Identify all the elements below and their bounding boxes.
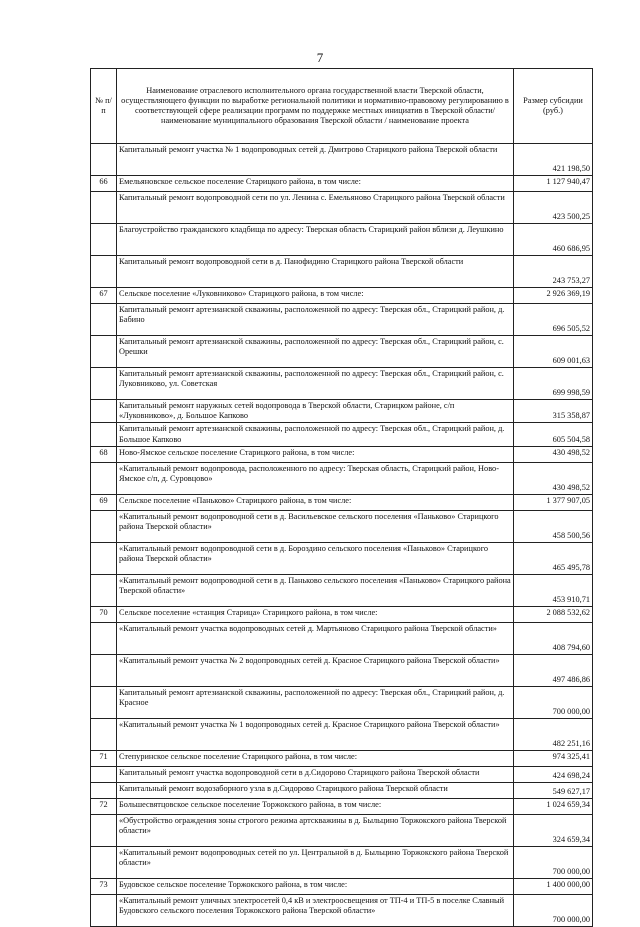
table-row-settlement xyxy=(91,750,593,766)
cell-name: Капитальный ремонт водопроводной сети в д. Панофидино Старицкого района Тверской области xyxy=(117,256,514,288)
cell-amount: 408 794,60 xyxy=(514,622,593,654)
cell-amount: 482 251,16 xyxy=(514,718,593,750)
cell-amount: 453 910,71 xyxy=(514,574,593,606)
cell-name: «Капитальный ремонт участка № 1 водопроводных сетей д. Красное Старицкого района Тверской области» xyxy=(117,718,514,750)
table-row-project xyxy=(91,462,593,494)
cell-number: 67 xyxy=(91,288,117,304)
table-row-settlement xyxy=(91,446,593,462)
cell-amount: 974 325,41 xyxy=(514,750,593,766)
cell-name: Капитальный ремонт артезианской скважины, расположенной по адресу: Тверская обл., Старицкий район, д. Бабино xyxy=(117,304,514,336)
table-row-project xyxy=(91,256,593,288)
table-row-project xyxy=(91,574,593,606)
table-row-settlement xyxy=(91,798,593,814)
table-row-project xyxy=(91,718,593,750)
cell-amount: 430 498,52 xyxy=(514,462,593,494)
cell-amount: 1 377 907,05 xyxy=(514,494,593,510)
cell-number xyxy=(91,542,117,574)
table-row-project xyxy=(91,654,593,686)
cell-number xyxy=(91,423,117,446)
table-row-project xyxy=(91,622,593,654)
cell-number xyxy=(91,510,117,542)
cell-number xyxy=(91,144,117,176)
cell-number: 71 xyxy=(91,750,117,766)
table-row-project xyxy=(91,423,593,446)
table-row-project xyxy=(91,814,593,846)
cell-amount: 430 498,52 xyxy=(514,446,593,462)
table-row-project xyxy=(91,144,593,176)
table-row-project xyxy=(91,894,593,926)
cell-name: Капитальный ремонт артезианской скважины, расположенной по адресу: Тверская обл., Старицкий район, д. Красное xyxy=(117,686,514,718)
cell-amount: 243 753,27 xyxy=(514,256,593,288)
table-row-project xyxy=(91,304,593,336)
cell-amount: 460 686,95 xyxy=(514,224,593,256)
table-row-project xyxy=(91,846,593,878)
cell-amount: 700 000,00 xyxy=(514,894,593,926)
cell-name: Сельское поселение «станция Старица» Старицкого района, в том числе: xyxy=(117,606,514,622)
cell-amount: 2 088 532,62 xyxy=(514,606,593,622)
cell-amount: 700 000,00 xyxy=(514,686,593,718)
cell-name: Капитальный ремонт участка водопроводной сети в д.Сидорово Старицкого района Тверской области xyxy=(117,766,514,782)
table-row-project xyxy=(91,368,593,400)
cell-number xyxy=(91,654,117,686)
subsidy-table xyxy=(90,68,593,927)
cell-amount: 324 659,34 xyxy=(514,814,593,846)
cell-name: «Капитальный ремонт водопроводной сети в д. Бороздино сельского поселения «Паньково» Старицкого района Тверской области» xyxy=(117,542,514,574)
cell-number xyxy=(91,718,117,750)
cell-number: 69 xyxy=(91,494,117,510)
cell-number xyxy=(91,256,117,288)
cell-number xyxy=(91,782,117,798)
cell-name: Степуринское сельское поселение Старицкого района, в том числе: xyxy=(117,750,514,766)
cell-amount: 315 358,87 xyxy=(514,400,593,423)
cell-name: Капитальный ремонт участка № 1 водопроводных сетей д. Дмитрово Старицкого района Тверской области xyxy=(117,144,514,176)
table-row-settlement xyxy=(91,176,593,192)
cell-number xyxy=(91,766,117,782)
cell-number xyxy=(91,368,117,400)
table-row-project xyxy=(91,542,593,574)
cell-name: «Капитальный ремонт водопроводных сетей по ул. Центральной в д. Быльцино Торжокского района Тверской области» xyxy=(117,846,514,878)
cell-amount: 1 127 940,47 xyxy=(514,176,593,192)
table-row-project xyxy=(91,400,593,423)
cell-amount: 424 698,24 xyxy=(514,766,593,782)
cell-name: Капитальный ремонт артезианской скважины, расположенной по адресу: Тверская обл., Старицкий район, с. Луковниково, ул. Советская xyxy=(117,368,514,400)
cell-amount: 699 998,59 xyxy=(514,368,593,400)
cell-number xyxy=(91,224,117,256)
cell-number xyxy=(91,400,117,423)
cell-name: Емельяновское сельское поселение Старицкого района, в том числе: xyxy=(117,176,514,192)
page-number: 7 xyxy=(316,50,324,65)
cell-name: «Обустройство ограждения зоны строгого режима артскважины в д. Быльцино Торжокского района Тверской области» xyxy=(117,814,514,846)
cell-amount: 458 500,56 xyxy=(514,510,593,542)
cell-number: 66 xyxy=(91,176,117,192)
cell-number xyxy=(91,814,117,846)
cell-amount: 1 024 659,34 xyxy=(514,798,593,814)
cell-amount: 1 400 000,00 xyxy=(514,878,593,894)
table-row-project xyxy=(91,766,593,782)
table-row-project xyxy=(91,224,593,256)
table-row-project xyxy=(91,336,593,368)
cell-number: 68 xyxy=(91,446,117,462)
cell-name: «Капитальный ремонт участка водопроводных сетей д. Мартьяново Старицкого района Тверской области» xyxy=(117,622,514,654)
cell-number xyxy=(91,686,117,718)
cell-amount: 497 486,86 xyxy=(514,654,593,686)
cell-name: «Капитальный ремонт водопроводной сети в д. Васильевское сельского поселения «Паньково» Старицкого района Тверской области» xyxy=(117,510,514,542)
cell-number xyxy=(91,622,117,654)
cell-number xyxy=(91,304,117,336)
cell-name: Благоустройство гражданского кладбища по адресу: Тверская область Старицкий район вблизи д. Леушкино xyxy=(117,224,514,256)
cell-name: Капитальный ремонт артезианской скважины, расположенной по адресу: Тверская обл., Старицкий район, с. Орешки xyxy=(117,336,514,368)
cell-name: Капитальный ремонт водопроводной сети по ул. Ленина с. Емельяново Старицкого района Тверской области xyxy=(117,192,514,224)
cell-amount: 609 001,63 xyxy=(514,336,593,368)
cell-number: 73 xyxy=(91,878,117,894)
cell-name: Сельское поселение «Луковниково» Старицкого района, в том числе: xyxy=(117,288,514,304)
table-row-project xyxy=(91,510,593,542)
header-amount: Размер субсидии (руб.) xyxy=(514,69,593,144)
cell-number: 70 xyxy=(91,606,117,622)
table-row-project xyxy=(91,192,593,224)
cell-name: Капитальный ремонт наружных сетей водопровода в Тверской области, Старицком районе, с/п «Луковниково», д. Большое Капково xyxy=(117,400,514,423)
cell-name: Большесвятцовское сельское поселение Торжокского района, в том числе: xyxy=(117,798,514,814)
cell-name: Капитальный ремонт водозаборного узла в д.Сидорово Старицкого района Тверской области xyxy=(117,782,514,798)
cell-name: Будовское сельское поселение Торжокского района, в том числе: xyxy=(117,878,514,894)
table-row-settlement xyxy=(91,606,593,622)
cell-name: «Капитальный ремонт водопровода, расположенного по адресу: Тверская область, Старицкий район, Ново-Ямское с/п, д. Суровцово» xyxy=(117,462,514,494)
cell-name: «Капитальный ремонт уличных электросетей 0,4 кВ и электроосвещения от ТП-4 и ТП-5 в поселке Славный Будовского сельского поселения Торжокского района Тверской области» xyxy=(117,894,514,926)
cell-number: 72 xyxy=(91,798,117,814)
cell-name: Сельское поселение «Паньково» Старицкого района, в том числе: xyxy=(117,494,514,510)
table-row-project xyxy=(91,686,593,718)
cell-amount: 2 926 369,19 xyxy=(514,288,593,304)
cell-name: «Капитальный ремонт водопроводной сети в д. Паньково сельского поселения «Паньково» Старицкого района Тверской области» xyxy=(117,574,514,606)
cell-number xyxy=(91,192,117,224)
cell-name: «Капитальный ремонт участка № 2 водопроводных сетей д. Красное Старицкого района Тверской области» xyxy=(117,654,514,686)
cell-amount: 465 495,78 xyxy=(514,542,593,574)
header-name: Наименование отраслевого исполнительного органа государственной власти Тверской области, осуществляющего функции по выработке региональной политики и нормативно-правовому регулированию в соответствующей сфере реализации программ по поддержке местных инициатив в Тверской области/ наименование муниципального образования Тверской области / наименование проекта xyxy=(117,69,514,144)
cell-amount: 421 198,50 xyxy=(514,144,593,176)
cell-amount: 700 000,00 xyxy=(514,846,593,878)
header-number: № п/п xyxy=(91,69,117,144)
cell-name: Ново-Ямское сельское поселение Старицкого района, в том числе: xyxy=(117,446,514,462)
cell-amount: 423 500,25 xyxy=(514,192,593,224)
cell-amount: 696 505,52 xyxy=(514,304,593,336)
cell-amount: 605 504,58 xyxy=(514,423,593,446)
cell-number xyxy=(91,574,117,606)
table-row-settlement xyxy=(91,494,593,510)
cell-number xyxy=(91,846,117,878)
cell-number xyxy=(91,462,117,494)
table-row-project xyxy=(91,782,593,798)
table-header-row xyxy=(91,69,593,144)
table-row-settlement xyxy=(91,878,593,894)
cell-name: Капитальный ремонт артезианской скважины, расположенной по адресу: Тверская обл., Старицкий район, д. Большое Капково xyxy=(117,423,514,446)
cell-number xyxy=(91,336,117,368)
cell-number xyxy=(91,894,117,926)
table-row-settlement xyxy=(91,288,593,304)
cell-amount: 549 627,17 xyxy=(514,782,593,798)
